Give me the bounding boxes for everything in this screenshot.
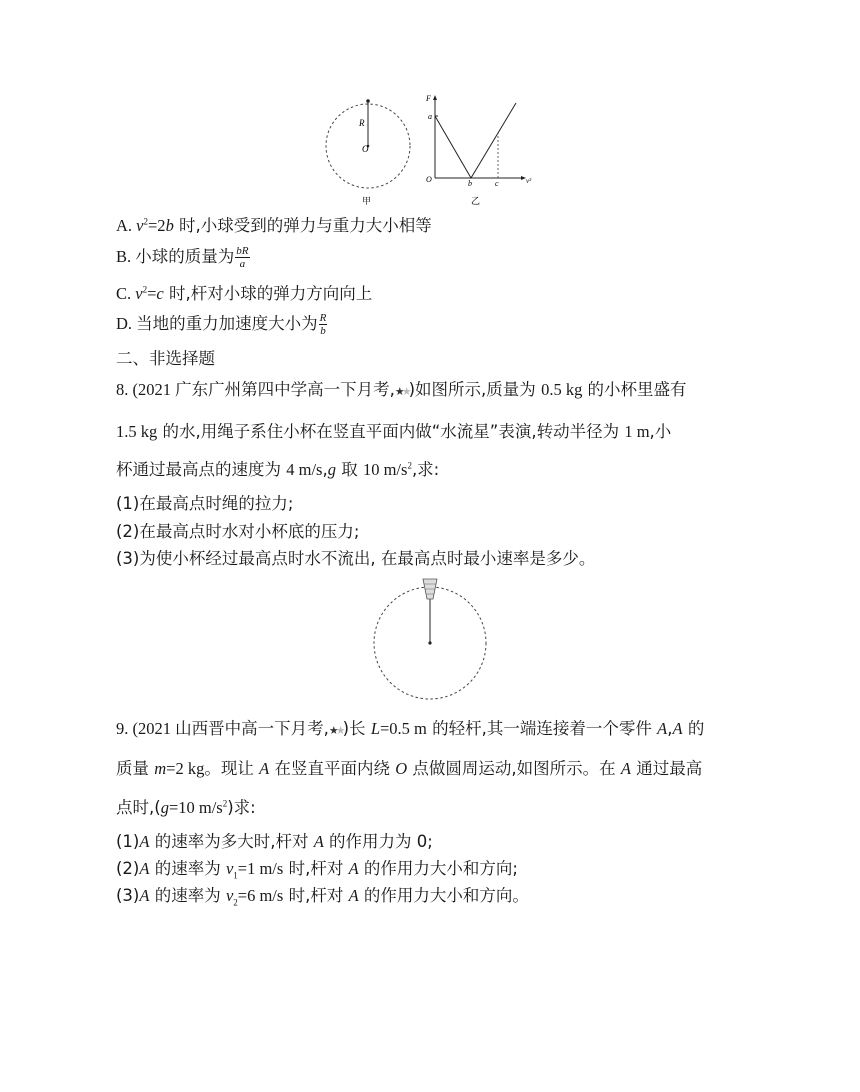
q8-text-3: 的水,用绳子系住小杯在竖直平面内做“水流星”表演,转动半径为: [157, 422, 625, 441]
q9-A-symbol: A: [259, 759, 270, 778]
option-a-text: 时,小球受到的弹力与重力大小相等: [173, 216, 432, 235]
q8-text-5: 杯通过最高点的速度为: [116, 460, 287, 479]
tick-c: c: [495, 179, 499, 188]
option-a-var: v: [136, 216, 144, 235]
q8-source: 广东广州第四中学高一下月考,: [175, 380, 395, 399]
q8-water-mass: 1.5 kg: [116, 422, 158, 441]
label-R: R: [359, 118, 365, 128]
q9-text-10: )求:: [227, 798, 256, 817]
q9-sub-label: (2): [116, 859, 140, 878]
option-d: [116, 312, 327, 337]
q9-sub-3: [116, 884, 529, 908]
caption-yi: 乙: [471, 196, 481, 206]
q9-text-2: 的轻杆,其一端连接着一个零件: [426, 719, 658, 738]
label-O: O: [362, 144, 369, 154]
tick-origin: O: [426, 175, 432, 184]
fraction-bR-over-a: [235, 245, 249, 270]
q8-g-value: 10 m/s: [362, 460, 408, 479]
option-d-text: 当地的重力加速度大小为: [136, 314, 318, 333]
option-a-prefix: A.: [116, 216, 137, 235]
option-a: A. $v^2=2b$ 时,小球受到的弹力与重力大小相等: [116, 216, 432, 235]
q8-sub-3: (3)为使小杯经过最高点时水不流出, 在最高点时最小速率是多少。: [116, 549, 596, 568]
caption-jia: 甲: [362, 196, 372, 206]
option-c-var2: c: [156, 284, 164, 303]
q9-text-3: 的: [682, 719, 705, 738]
q9-m-symbol: m: [154, 759, 167, 778]
option-b-prefix: B.: [116, 247, 136, 266]
two-star-difficulty-icon: ★★: [328, 724, 343, 737]
q9-A-symbol: A: [348, 886, 359, 905]
q8-sub-1: (1)在最高点时绳的拉力;: [116, 494, 294, 513]
option-c-text: 时,杆对小球的弹力方向向上: [163, 284, 373, 303]
q9-sub-text: 的速率为: [149, 859, 226, 878]
q9-A-symbol: A: [348, 859, 359, 878]
option-a-mid: =2: [148, 216, 166, 235]
figure-jia: [326, 99, 410, 206]
q8-sep: ,: [322, 460, 328, 479]
q9-line-3: 点时,(g=10 $m/s^2$)求:: [116, 798, 256, 817]
option-c-var: v: [135, 284, 143, 303]
q9-g-value: =10 m/s: [168, 798, 223, 817]
q9-O-symbol: O: [395, 759, 408, 778]
q9-g-symbol: g: [160, 798, 169, 817]
q9-A-symbol: A: [139, 859, 150, 878]
option-c-mid: =: [147, 284, 157, 303]
option-b: [116, 245, 250, 270]
option-c-prefix: C.: [116, 284, 136, 303]
q9-line-2: [116, 757, 702, 781]
fraction-numerator: bR: [236, 245, 249, 257]
q9-text-8: 通过最高: [630, 759, 703, 778]
axis-v2: v²: [526, 177, 532, 185]
q8-text-4: ,小: [649, 422, 672, 441]
tick-b: b: [468, 179, 472, 188]
q9-A-symbol: A: [620, 759, 631, 778]
q9-A-symbol: A: [657, 719, 668, 738]
q9-v1-value: =1 m/s: [237, 859, 284, 878]
tick-a: a: [428, 112, 432, 121]
q9-v-symbol: v: [225, 859, 234, 878]
q9-text-1: )长: [342, 719, 371, 738]
q8-number: 8. (2021: [116, 380, 176, 399]
figure-water-cup: [368, 575, 494, 705]
option-d-prefix: D.: [116, 314, 137, 333]
q9-A-symbol: A: [139, 832, 150, 851]
figure-circle-and-graph: [325, 88, 540, 210]
option-b-text: 小球的质量为: [135, 247, 235, 266]
q9-sub-text: 时,杆对: [283, 859, 349, 878]
q9-v-subscript: 1: [233, 870, 238, 881]
q9-sub-text: 时,杆对: [283, 886, 349, 905]
q9-text-4: 质量: [116, 759, 155, 778]
q9-text-9: 点时,(: [116, 798, 161, 817]
q8-text-2: 的小杯里盛有: [582, 380, 687, 399]
two-star-difficulty-icon: ★★: [394, 385, 409, 398]
q8-g-symbol: g: [327, 460, 336, 479]
fraction-denominator: b: [320, 325, 326, 337]
q9-v2-value: =6 m/s: [237, 886, 284, 905]
q9-sub-1: [116, 830, 433, 854]
q8-radius: 1 m: [624, 422, 650, 441]
section-title: 二、非选择题: [116, 349, 215, 368]
q9-v-symbol: v: [225, 886, 234, 905]
q8-line-1: [116, 378, 687, 404]
q9-sub-text: 的作用力大小和方向;: [358, 859, 518, 878]
q9-mass: =2 kg: [166, 759, 205, 778]
q9-v-subscript: 2: [233, 897, 238, 908]
q9-source: 山西晋中高一下月考,: [175, 719, 329, 738]
option-c: C. $v^2=c$ 时,杆对小球的弹力方向向上: [116, 284, 373, 303]
q8-speed: 4 m/s: [286, 460, 323, 479]
q9-text-5: 。现让: [204, 759, 260, 778]
q9-number: 9. (2021: [116, 719, 176, 738]
axis-F: F: [426, 94, 431, 103]
q9-sub-text: 的作用力为 0;: [323, 832, 433, 851]
q9-comma: ,: [667, 719, 673, 738]
q8-text-1: )如图所示,质量为: [408, 380, 542, 399]
q9-sub-text: 的速率为多大时,杆对: [149, 832, 314, 851]
option-a-var2: b: [165, 216, 174, 235]
q9-sub-label: (3): [116, 886, 140, 905]
q8-cup-mass: 0.5 kg: [541, 380, 583, 399]
q8-line-3: 杯通过最高点的速度为 4 m/s,g 取 10 $m/s^2$,求:: [116, 460, 440, 479]
q9-A-symbol: A: [139, 886, 150, 905]
fraction-R-over-b: [319, 312, 328, 337]
q9-line-1: [116, 717, 704, 743]
q9-sub-text: 的作用力大小和方向。: [358, 886, 529, 905]
q9-sub-label: (1): [116, 832, 140, 851]
fraction-denominator: a: [239, 258, 246, 270]
q8-text-6: 取: [335, 460, 363, 479]
q8-text-7: ,求:: [411, 460, 440, 479]
q9-A-symbol: A: [672, 719, 683, 738]
q8-sub-2: (2)在最高点时水对小杯底的压力;: [116, 522, 360, 541]
q9-sub-text: 的速率为: [149, 886, 226, 905]
figure-yi-graph: [425, 94, 532, 206]
q8-line-2: [116, 420, 671, 444]
q9-sub-2: [116, 857, 518, 881]
fraction-numerator: R: [319, 312, 327, 324]
q9-text-6: 在竖直平面内绕: [269, 759, 396, 778]
q9-L-symbol: L: [370, 719, 380, 738]
q9-length: =0.5 m: [380, 719, 427, 738]
q9-text-7: 点做圆周运动,如图所示。在: [407, 759, 621, 778]
q9-A-symbol: A: [313, 832, 324, 851]
